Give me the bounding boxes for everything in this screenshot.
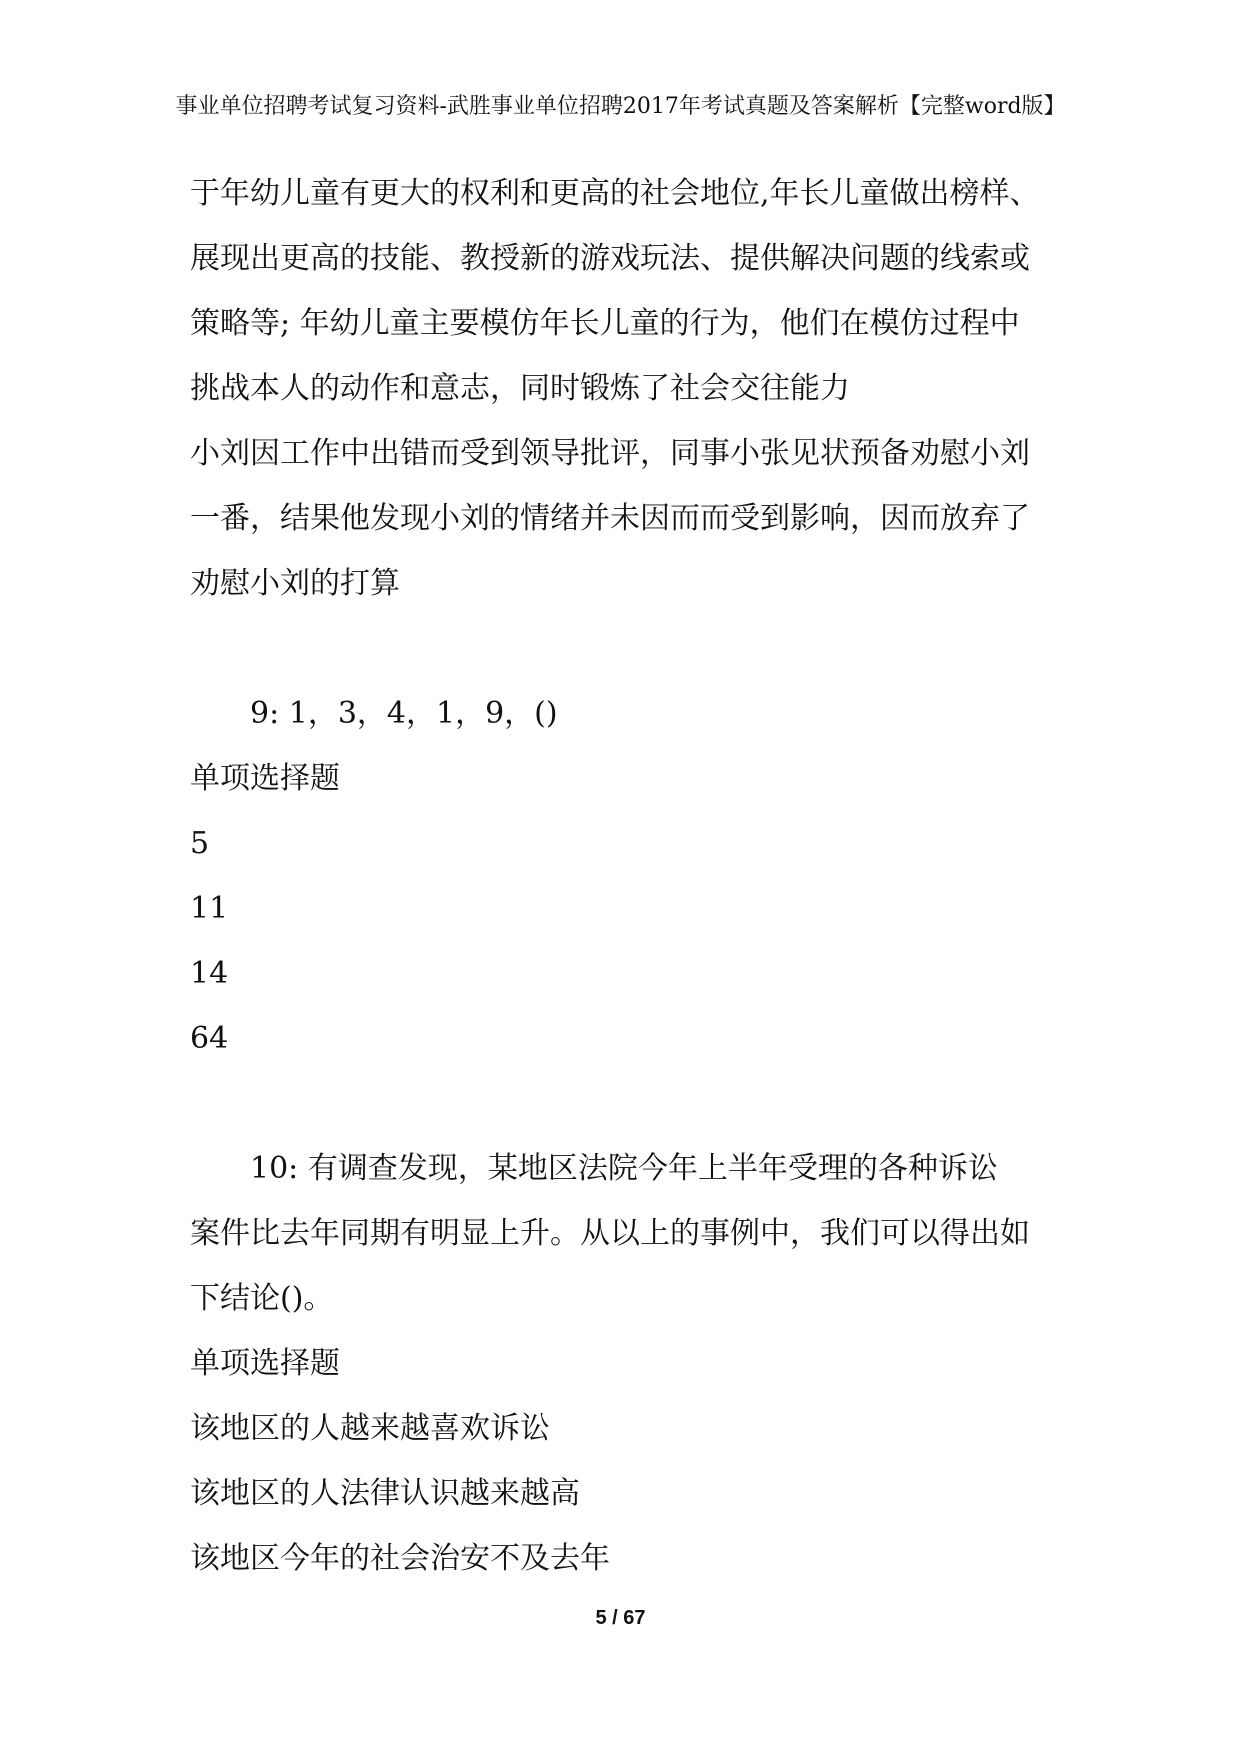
passage-line: 于年幼儿童有更大的权利和更高的社会地位,年长儿童做出榜样、 [190, 176, 1040, 211]
question-stem: 10: 有调查发现，某地区法院今年上半年受理的各种诉讼 [250, 1151, 998, 1186]
answer-option: 该地区今年的社会治安不及去年 [190, 1541, 610, 1576]
answer-option: 14 [190, 956, 229, 991]
passage-line: 展现出更高的技能、教授新的游戏玩法、提供解决问题的线索或 [190, 241, 1030, 276]
page-header: 事业单位招聘考试复习资料-武胜事业单位招聘2017年考试真题及答案解析【完整word版】 [175, 94, 1066, 119]
answer-option: 5 [190, 826, 210, 861]
document-body [190, 168, 1090, 1598]
question-stem: 下结论()。 [190, 1281, 334, 1316]
answer-option: 11 [190, 891, 229, 926]
passage-line: 挑战本人的动作和意志，同时锻炼了社会交往能力 [190, 371, 850, 406]
spacer [190, 623, 1090, 688]
answer-option: 64 [190, 1021, 229, 1056]
question-10 [190, 1143, 1090, 1598]
answer-option: 该地区的人越来越喜欢诉讼 [190, 1411, 550, 1446]
question-type: 单项选择题 [190, 761, 340, 796]
page-number: 5 / 67 [595, 1607, 646, 1629]
passage-line: 劝慰小刘的打算 [190, 566, 400, 601]
passage-line: 策略等; 年幼儿童主要模仿年长儿童的行为，他们在模仿过程中 [190, 306, 1020, 341]
passage-line: 一番，结果他发现小刘的情绪并未因而而受到影响，因而放弃了 [190, 501, 1030, 536]
passage-line: 小刘因工作中出错而受到领导批评，同事小张见状预备劝慰小刘 [190, 436, 1030, 471]
passage [190, 168, 1090, 623]
spacer [190, 1078, 1090, 1143]
question-stem: 9: 1，3，4，1，9，() [250, 696, 558, 731]
question-9 [190, 688, 1090, 1078]
question-stem: 案件比去年同期有明显上升。从以上的事例中，我们可以得出如 [190, 1216, 1030, 1251]
answer-option: 该地区的人法律认识越来越高 [190, 1476, 580, 1511]
question-type: 单项选择题 [190, 1346, 340, 1381]
